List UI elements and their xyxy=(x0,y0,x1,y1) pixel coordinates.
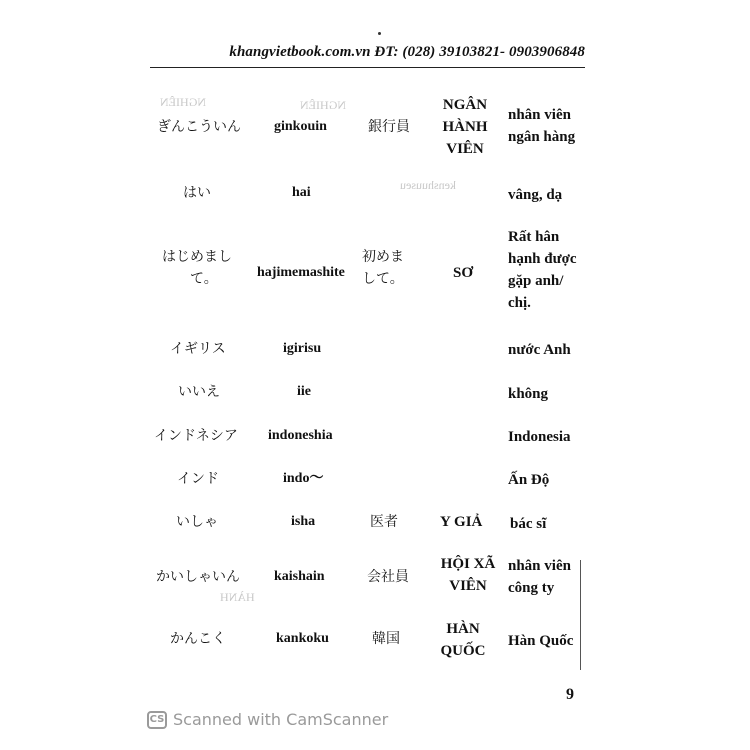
camscanner-watermark xyxy=(147,710,388,729)
romaji-cell: kankoku xyxy=(276,631,329,646)
meaning-cell: không xyxy=(508,386,549,402)
meaning-cell xyxy=(508,555,571,599)
kana-cell xyxy=(162,246,232,290)
romaji-cell: hajimemashite xyxy=(257,265,345,280)
meaning-cell: nước Anh xyxy=(508,342,571,358)
meaning-line: chị. xyxy=(508,295,531,311)
romaji-cell: iie xyxy=(297,384,311,399)
meaning-line: Rất hân xyxy=(508,229,560,245)
kanji-line: して。 xyxy=(362,271,404,287)
speck xyxy=(378,32,381,35)
kana-cell: かいしゃいん xyxy=(156,569,240,585)
kanji-cell: 会社員 xyxy=(367,569,409,585)
bleed-through: NGHIÊN xyxy=(300,98,346,112)
kana-cell: ぎんこういん xyxy=(157,119,241,135)
meaning-cell: Ấn Độ xyxy=(508,472,550,488)
hanviet-line: NGÂN xyxy=(442,97,488,113)
meaning-line: nhân viên xyxy=(508,558,571,574)
hanviet-cell xyxy=(428,553,508,597)
kana-cell: はい xyxy=(183,185,211,201)
page-header: khangvietbook.com.vn ĐT: (028) 39103821- 0903906848 xyxy=(229,44,585,60)
meaning-cell: bác sĩ xyxy=(510,516,547,532)
kana-cell: いしゃ xyxy=(176,514,218,530)
hanviet-cell: Y GIẢ xyxy=(440,514,483,530)
romaji-cell: isha xyxy=(291,514,316,529)
meaning-line: gặp anh/ xyxy=(508,273,564,289)
kanji-cell: 医者 xyxy=(370,514,398,530)
meaning-line: nhân viên xyxy=(508,107,571,123)
kana-cell: いいえ xyxy=(178,384,220,400)
column-edge-line xyxy=(580,560,581,670)
kana-cell: インドネシア xyxy=(154,428,238,444)
kanji-cell: 韓国 xyxy=(372,631,400,647)
camscanner-logo-icon: CS xyxy=(147,711,167,729)
meaning-cell xyxy=(508,104,575,148)
romaji-cell: ginkouin xyxy=(274,119,327,134)
meaning-line: công ty xyxy=(508,580,555,596)
hanviet-line: QUỐC xyxy=(440,643,486,659)
meaning-cell: Hàn Quốc xyxy=(508,633,574,649)
hanviet-line: HÀN xyxy=(446,621,480,637)
hanviet-cell: SƠ xyxy=(453,265,474,281)
bleed-through: NGHIÊN xyxy=(160,95,206,109)
meaning-cell: Indonesia xyxy=(508,429,571,445)
romaji-cell: kaishain xyxy=(274,569,325,584)
hanviet-cell xyxy=(428,618,498,662)
romaji-cell: indoneshia xyxy=(268,428,333,443)
meaning-line: ngân hàng xyxy=(508,129,576,145)
header-rule xyxy=(150,67,585,68)
kana-cell: インド xyxy=(177,471,219,487)
hanviet-line: HÀNH xyxy=(442,119,488,135)
bleed-through: HÀNH xyxy=(220,590,255,604)
hanviet-cell xyxy=(430,94,500,160)
page-number: 9 xyxy=(566,686,574,703)
romaji-cell: hai xyxy=(292,185,311,200)
romaji-cell: indo～ xyxy=(283,471,324,486)
romaji-cell: igirisu xyxy=(283,341,322,356)
watermark-text: Scanned with CamScanner xyxy=(173,710,389,729)
kana-line: て。 xyxy=(190,271,218,287)
bleed-through: kenshuuseu xyxy=(400,178,456,192)
meaning-cell: vâng, dạ xyxy=(508,187,563,203)
hanviet-line: VIÊN xyxy=(446,141,484,157)
kanji-line: 初めま xyxy=(362,249,404,265)
kana-cell: かんこく xyxy=(170,631,226,647)
kanji-cell: 銀行員 xyxy=(368,119,410,135)
meaning-cell xyxy=(508,226,577,314)
kana-cell: イギリス xyxy=(170,341,226,357)
kana-line: はじめまし xyxy=(162,249,232,265)
meaning-line: hạnh được xyxy=(508,251,577,267)
hanviet-line: HỘI XÃ xyxy=(440,556,496,572)
kanji-cell xyxy=(362,246,404,290)
hanviet-line: VIÊN xyxy=(449,578,487,594)
